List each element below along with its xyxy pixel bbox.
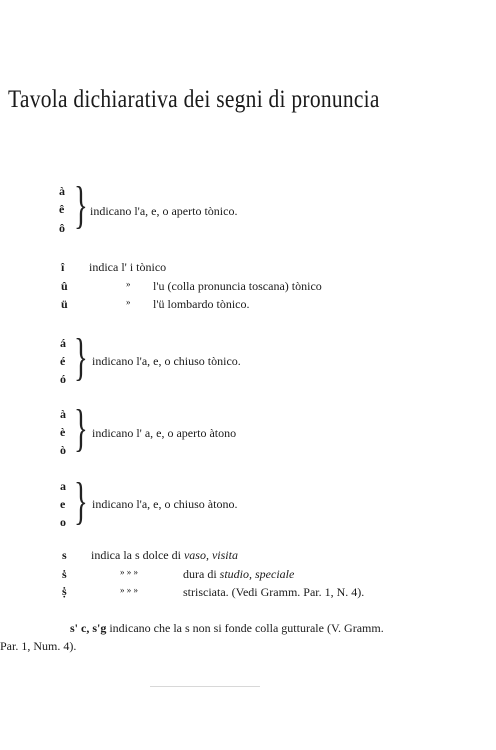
symbol: ô xyxy=(59,221,65,235)
brace-icon: } xyxy=(74,473,88,530)
line-text: dura di studio, speciale xyxy=(183,567,295,581)
symbol: ò xyxy=(60,443,66,457)
ditto-mark: » » » xyxy=(120,585,138,595)
symbol: e xyxy=(60,497,66,511)
group-text: indicano l'a, e, o chiuso àtono. xyxy=(92,497,238,511)
group-text: indicano l'a, e, o aperto tònico. xyxy=(90,204,238,218)
symbol: à xyxy=(60,407,66,421)
ditto-mark: » xyxy=(126,297,131,307)
symbol: û xyxy=(61,279,68,293)
symbol: ṡ xyxy=(62,567,67,581)
page-title: Tavola dichiarativa dei segni di pronuncia xyxy=(8,86,380,113)
symbol: à xyxy=(59,184,65,198)
line-text: l'u (colla pronuncia toscana) tònico xyxy=(153,279,322,293)
symbol: a xyxy=(60,479,66,493)
symbol: á xyxy=(60,336,66,350)
ditto-mark: » » » xyxy=(120,567,138,577)
bottom-rule xyxy=(150,686,260,687)
symbol: s xyxy=(62,548,67,562)
line-text: l'ü lombardo tònico. xyxy=(153,297,250,311)
brace-icon: } xyxy=(74,177,88,234)
note-line-2: Par. 1, Num. 4). xyxy=(0,639,77,653)
symbol: ṩ xyxy=(62,584,67,598)
brace-icon: } xyxy=(74,400,88,457)
ditto-mark: » xyxy=(126,279,131,289)
symbol: ü xyxy=(61,297,68,311)
brace-icon: } xyxy=(74,329,88,386)
symbol: ó xyxy=(60,372,66,386)
symbol: ê xyxy=(59,202,65,216)
symbol: o xyxy=(60,515,66,529)
line-text: indica l' i tònico xyxy=(89,260,167,274)
line-text: indica la s dolce di vaso, visita xyxy=(91,548,238,562)
group-text: indicano l' a, e, o aperto àtono xyxy=(92,426,237,440)
note-line-1: s' c, s'g indicano che la s non si fonde colla gutturale (V. Gramm. xyxy=(70,621,384,635)
symbol: î xyxy=(61,260,65,274)
symbol: é xyxy=(60,354,66,368)
group-text: indicano l'a, e, o chiuso tònico. xyxy=(92,354,241,368)
line-text: strisciata. (Vedi Gramm. Par. 1, N. 4). xyxy=(183,585,365,599)
symbol: è xyxy=(60,425,66,439)
